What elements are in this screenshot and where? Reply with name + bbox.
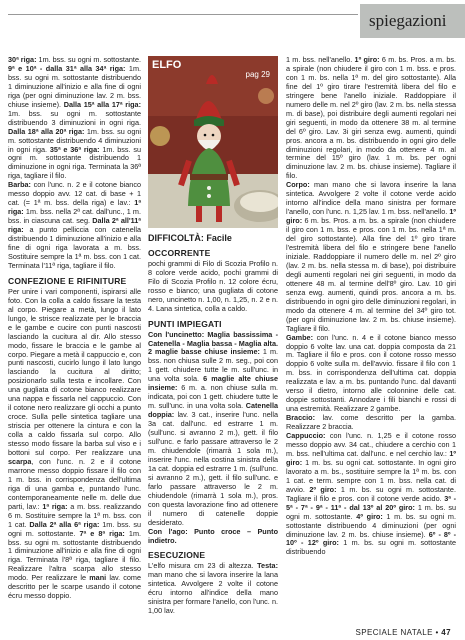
col3-paragraph — [286, 414, 456, 432]
elf-illustration — [148, 56, 278, 228]
bold-label: Dalla 15ª alla 17ª riga: — [63, 99, 141, 109]
text-run: 1m. bss. su ogni m. sottostante. — [8, 519, 141, 538]
execution-paragraph — [148, 562, 278, 616]
section-heading-esecuzione: ESECUZIONE — [148, 550, 206, 561]
bold-label: Dalla 2ª alla 6ª riga: — [29, 519, 100, 529]
bold-label: 1º giro: — [286, 207, 456, 226]
footer-separator: • — [435, 628, 439, 637]
bold-label: 6 maglie alte chiuse insieme: — [148, 374, 278, 393]
text-run: 1 m. bs. su ogni cat. sottostante. In ogni giro lavorato a m. bs., sostituire sempre la 1ª m. bs. con 1 cat. e term. sempre con 1 m. bss. nella cat. di avvio. — [286, 457, 456, 494]
bold-label: 1º giro: — [354, 55, 380, 64]
col3-paragraph — [286, 334, 456, 415]
text-run: 1 m. bs. su ogni m. sottostante. Tagliare il filo e pros. con il cotone verde acido. — [286, 484, 456, 503]
col3-paragraph — [286, 432, 456, 557]
bold-label: 30ª riga: — [8, 55, 37, 64]
section-heading-punti: PUNTI IMPIEGATI — [148, 318, 222, 329]
bold-label: 3ª - 5ª - 7ª - 9ª - 11ª - dal 13º al 20º giro: — [286, 493, 456, 512]
elf-photo — [148, 56, 278, 228]
bold-label: 35ª e 36ª riga: — [49, 144, 100, 154]
bold-label: 1ª riga: — [42, 501, 68, 511]
text-run: lav. come descritto per le scarpe usando il cotone écru messo doppio. — [8, 573, 141, 601]
col1-paragraph — [8, 181, 141, 271]
col3-paragraph — [286, 56, 456, 181]
bold-label: 7ª e 8ª riga: — [79, 528, 125, 538]
col1-paragraph — [8, 288, 141, 601]
bold-label: 2º giro: — [309, 484, 337, 494]
text-run: 1 m. bss. non chiusa sulle 2 m. seg., poi con 1 gett. chiudere tutte le m. sull'unc. in una volta sola. — [148, 347, 278, 384]
bold-label: Catenella doppia: — [148, 401, 278, 420]
section-heading-confezione: CONFEZIONE E RIFINITURE — [8, 275, 127, 286]
text-run: lav. come descritto per la gamba. Realizzare 2 braccia. — [286, 413, 456, 432]
photo-title: ELFO — [152, 59, 182, 71]
text-run: 1m. bss. su ogni m. sottostante distribuendo 1 diminuzione all'inizio e alla fine di ogni riga. Terminata l'8ª riga, tagliare il filo. Realizzare l'altra scarpa allo stesso modo. Per realizzare le — [8, 528, 141, 583]
header-rule — [8, 14, 358, 15]
col3-paragraph — [286, 181, 456, 333]
bold-label: Gambe: — [286, 332, 313, 342]
column-3 — [286, 56, 456, 557]
needle-stitches-paragraph — [148, 528, 278, 546]
text-run: a m. bss. realizzando 6 m. Sostituire sempre la 1ª m. bss. con 1 cat. — [8, 501, 141, 529]
photo-page-ref: pag 29 — [245, 70, 270, 79]
materials-paragraph — [148, 260, 278, 314]
text-run: 1m. bss. su ogni m. sottostante distribuendo 1 diminuzione in ogni riga. Terminata la 36ª riga, tagliare il filo. — [8, 144, 141, 181]
bold-label: Corpo: — [286, 180, 310, 190]
text-run: a punto pelliccia con catenella distribuendo 1 diminuzione all'inizio e alla fine di ogni riga lavorata a m. bss. Sostituire sempre la 1ª m. bss. con 1 cat. Terminata l'11ª riga, tagliare il filo. — [8, 225, 141, 270]
text-run: 1m. bss. su ogni m. sottostante. — [36, 55, 141, 64]
bold-label: Testa: — [257, 561, 278, 571]
bold-label: 9ª e 10ª - dalla 31ª alla 34ª riga: — [8, 63, 126, 73]
text-run: 1 m. bs. su ogni m. sottostante distribuendo 4 diminuzioni (per ogni diminuzione lav. 2 m. bs. chiuse insieme). — [286, 511, 456, 539]
bold-label: Dalla 2ª all'11ª riga: — [8, 216, 141, 235]
text-run: 1m. bss. nella 2ª cat. dall'unc., 1 m. bss. in ciascuna cat. seg. — [8, 207, 141, 226]
bold-label: Con l'ago: Punto croce – Punto indietro. — [148, 526, 278, 545]
bold-label: scarpa — [8, 456, 32, 466]
bold-label: 6º - 8º - 10º - 12º giro: — [286, 529, 456, 548]
page-number: 47 — [441, 628, 451, 637]
text-run: pochi grammi di Filo di Scozia Profilo n. 8 colore verde acido, pochi grammi di Filo di Scozia Profilo n. 12 colore écru, rosso e bianco; una gugliata di cotone nero, uncinetto n. 1,00, n. 1,25, n. 2 e n. 4. Lana sintetica, colla a caldo. — [148, 258, 278, 313]
text-run: 1m. bss. su ogni m. sottostante distribuendo 4 diminuzioni in ogni riga. — [8, 126, 141, 154]
text-run: , con l'unc. n. 2 e il cotone marrone messo doppio fissare il filo con 1 m. bss. in corrispondenza dell'ultima riga di una gamba e, puntando l'unc. contemporaneamente nelle m. delle due parti, lav.: — [8, 456, 141, 511]
text-run: man mano che si lavora inserire la lana sintetica. Avvolgere 2 volte il cotone verde acido intorno all'indice della mano sinistra per formare l'anello, con l'unc. n. 1,25 lav. 1 m. bss. nell'anello. — [286, 180, 456, 217]
bold-label: 4º giro: — [356, 511, 383, 521]
difficulty-label: DIFFICOLTÀ: Facile — [148, 233, 232, 243]
text-run: Per unire i vari componenti, ispirarsi alle foto. Con la colla a caldo fissare la testa al corpo. Piegare a metà, lungo il lato lungo, le strisce realizzate per le braccia e le gambe e cucire con punti nascosti lasciando la cucitura al dir. Allo stesso modo, fissare le braccia e le gambe al corpo. Piegare a metà il cappuccio e, con punti nascosti, cucirlo lungo il lato lungo lasciando la cucitura al diritto; posizionarlo sulla testa e incollare. Con una gugliata di cotone bianco realizzare una nappa e fissarla nel cappuccio. Con il cotone nero realizzare gli occhi a punto croce. Sulla pelle sintetica tagliare una striscia per ottenere la cintura e con la colla a caldo fissarla sul corpo. Allo stesso modo fissare la barba sul viso e i bottoni sul corpo. Per realizzare una — [8, 286, 141, 457]
bold-label: 1º giro: — [286, 448, 456, 467]
column-2 — [148, 234, 278, 616]
magazine-name: SPECIALE NATALE — [355, 628, 433, 637]
text-run: L'elfo misura cm 23 di altezza. — [148, 561, 258, 571]
page-footer — [356, 628, 451, 637]
text-run: con l'unc. n. 1,25 e il cotone rosso messo doppio avv. 34 cat., chiudere a cerchio con 1 m. bss. nell'ultima cat. dall'unc. e nel cerchio lav.: — [286, 431, 456, 458]
bold-label: Barba: — [8, 180, 31, 190]
text-run: con l'unc. n. 2 e il cotone bianco messo doppio avv. 12 cat. di base + 1 cat. (= 1ª m. bss. della riga) e lav.: — [8, 180, 141, 208]
text-run: 1m. bss. su ogni m. sottostante distribuendo 1 diminuzione all'inizio e alla fine di ogni riga (per ogni diminuzione lav. 2 m. bss. chiuse insieme). — [8, 63, 142, 109]
text-run: 1 m. bs. su ogni m. sottostante. — [286, 502, 456, 521]
text-run: 1m. bss. su ogni m. sottostante distribuendo 3 diminuzioni in ogni riga. — [8, 108, 141, 127]
bold-label: Cappuccio: — [286, 431, 326, 441]
text-run: man mano che si lavora inserire la lana sintetica. Avvolgere 2 volte il cotone écru intorno all'indice della mano sinistra per formare l'anello, con l'unc. n. 1,00 lav. — [148, 570, 278, 616]
bold-label: Con l'uncinetto: Maglia bassissima - Catenella - Maglia bassa - Maglia alta. 2 maglie basse chiuse insieme: — [148, 329, 278, 357]
column-1 — [8, 56, 141, 601]
text-run: 6 m. a. non chiuse sulla m. indicata, poi con 1 gett. chiudere tutte le m. sull'unc. in una volta sola. — [148, 383, 278, 411]
section-heading-occorrente: OCCORRENTE — [148, 247, 211, 258]
section-title: spiegazioni — [360, 4, 465, 38]
bold-label: 1ª riga: — [8, 198, 141, 217]
bold-label: Dalla 18ª alla 20ª riga: — [8, 126, 85, 136]
bold-label: mani — [89, 573, 107, 583]
text-run: con l'unc. n. 4 e il cotone bianco messo doppio 6 volte lav. una cat. doppia composta da 21 m. Tagliare il filo e pros. con il cotone rosso messo doppio 6 volte sulla m. dell'avvio. fissare il filo con 1 m. bss. in corrispondenza dell'ultima cat. doppia realizzata e lav. a m. bs. puntando l'unc. dal davanti verso il dietro, intorno alle colonnine delle cat. doppie sottostanti. Annodare i fili bianchi e rossi di una estremità. Realizzare 2 gambe. — [286, 332, 456, 414]
stitches-paragraph — [148, 331, 278, 528]
bold-label: Braccio: — [286, 413, 316, 423]
text-run: 6 m. bs. Pros. a m. bs. a spirale (non chiudere il giro con 1 m. bss. e pros. con 1 m. bs. nella 1ª m. del giro sottostante). Alla fine del 1º giro tirare l'estremità libera del filo e stringere bene l'anello iniziale. Raddoppiare il numero delle m. nel 2º giro (lav. 2 m. bs. nella stessa m. di base), poi distribuire degli aumenti regolari nei giri seguenti, in modo da ottenere 38 m. al termine del 6º giro. Lav. 3i giri senza ewg. aumenti, quindi pros. ancora a m. bs. distribuendo in ogni giro delle diminuzioni regolari, in modo da ottenere 4 m. al termine del 15º giro (lav. 1 m. bs. per ogni diminuzione lav. 2 m. bs. chiuse insieme). Tagliare il filo. — [286, 55, 456, 181]
col1-paragraph — [8, 56, 141, 181]
text-run: 6 m. bs. Pros. a m. bs. a spirale (non chiudere il giro con 1 m. bss. e pros. con 1 m. bs. nella 1ª m. del giro sottostante). Alla fine del 1º giro tirare l'estremità libera del filo e stringere bene l'anello iniziale. Raddoppiare il numero delle m. nel 2º giro (lav. 2 m. bs. nella stessa m. di base), poi distribuire degli aumenti regolari nei giri seguenti, in modo da ottenere 48 m. al termine dell'8º giro. Lav. 10 giri senza ewg. aumenti, quindi pros. ancora a m. bs. distribuendo in ogni giro delle diminuzioni regolari, in modo da ottenere 4 m. al termine del 34º giro tot. (per ogni diminuzione lav. 2 m. bs. chiuse insieme). Tagliare il filo. — [286, 216, 456, 333]
text-run: lav. 3 cat., inserire l'unc. nella 3a cat. dall'unc. ed estrarre 1 m. (sull'unc. si avranno 2 m.), gett. il filo sull'unc. e farlo passare attraverso le 2 m. chiudendole (rimarrà 1 sola m.), inserire l'unc. nella costina sinistra della 1a cat. doppia ed estrarre 1 m. (sull'unc. si avranno 2 m.), gett. il filo sull'unc. e farlo passare attraverso le 2 m. chiudendole (rimarrà 1 sola m.), pros. con questa lavorazione fino ad ottenere il numero di catenelle doppie desiderato. — [148, 410, 278, 527]
text-run: 1 m. bss. nell'anello. — [286, 55, 355, 64]
text-run: 1 m. bs. su ogni m. sottostante distribuendo — [286, 538, 456, 557]
